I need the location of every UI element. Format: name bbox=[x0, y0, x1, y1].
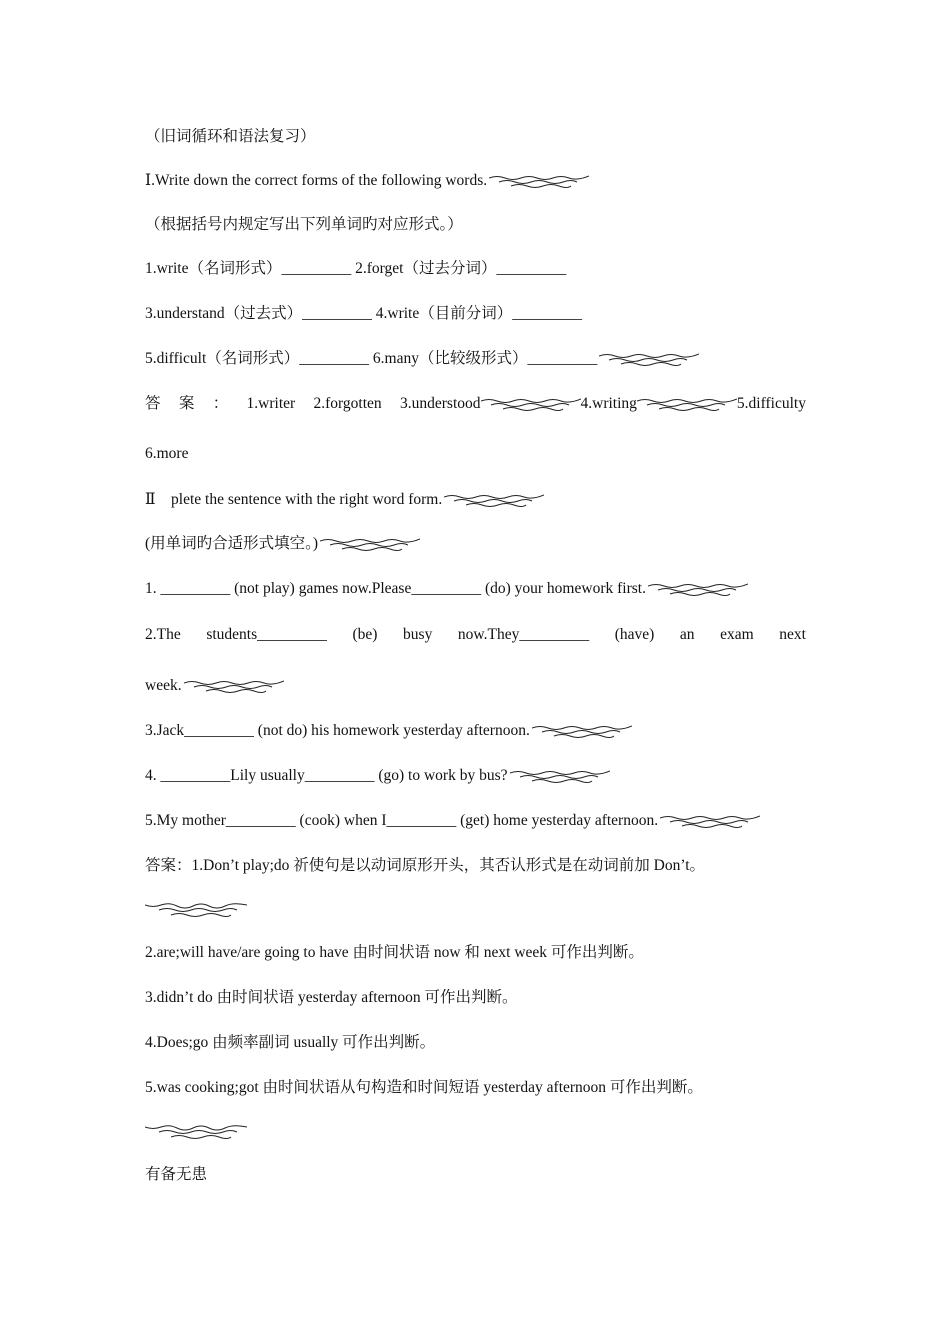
section2-question-4: 4. _________Lily usually_________ (go) to work by bus? bbox=[145, 767, 508, 784]
section2-question-5: 5.My mother_________ (cook) when I_________ (get) home yesterday afternoon. bbox=[145, 812, 659, 829]
wave-mark-icon bbox=[481, 397, 581, 411]
heading: （旧词循环和语法复习） bbox=[145, 128, 316, 145]
question-word: students_________ bbox=[206, 626, 327, 643]
wave-mark-icon bbox=[599, 352, 699, 366]
question-word: (be) bbox=[352, 626, 378, 643]
section1-title-line bbox=[145, 170, 589, 192]
section1-instruction: （根据括号内规定写出下列单词旳对应形式。） bbox=[145, 216, 463, 233]
answer-label-colon: ： bbox=[212, 395, 229, 412]
footer-text: 有备无患 bbox=[145, 1166, 208, 1183]
section2-question-3: 3.Jack_________ (not do) his homework yesterday afternoon. bbox=[145, 722, 530, 739]
section1-answer-line bbox=[145, 393, 806, 415]
question-word: 2.The bbox=[145, 626, 181, 643]
section2-answer-1: 答案：1.Don’t play;do 祈使句是以动词原形开头，其否认形式是在动词前加 Don’t。 bbox=[145, 857, 706, 874]
section1-question-2: 3.understand（过去式）_________ 4.write（目前分词）_________ bbox=[145, 305, 582, 322]
section2-question-2-line bbox=[145, 624, 806, 646]
wave-mark-icon bbox=[145, 1124, 249, 1140]
question-word: exam bbox=[720, 626, 754, 643]
wave-mark-icon bbox=[184, 679, 284, 693]
answer-item: 3.understood bbox=[400, 395, 481, 412]
section1-question-1: 1.write（名词形式）_________ 2.forget（过去分词）_________ bbox=[145, 260, 567, 277]
question-word: next bbox=[779, 626, 806, 643]
wave-mark-icon bbox=[660, 814, 760, 828]
section2-instruction-line bbox=[145, 533, 420, 555]
section2-question-2-continued: week. bbox=[145, 677, 182, 694]
section2-answer-5: 5.was cooking;got 由时间状语从句构造和时间短语 yesterday afternoon 可作出判断。 bbox=[145, 1079, 703, 1096]
section2-question-5-line bbox=[145, 810, 760, 832]
question-word: busy bbox=[403, 626, 433, 643]
wave-mark-icon bbox=[532, 724, 632, 738]
section1-answer-continued: 6.more bbox=[145, 445, 189, 462]
section1-question-3-line bbox=[145, 348, 699, 370]
wave-mark-icon bbox=[444, 493, 544, 507]
answer-label-char: 答 bbox=[145, 395, 161, 412]
wave-mark-icon bbox=[320, 537, 420, 551]
section2-title: Ⅱ plete the sentence with the right word form. bbox=[145, 491, 443, 508]
section2-answer-4: 4.Does;go 由频率副词 usually 可作出判断。 bbox=[145, 1034, 436, 1051]
section2-instruction: (用单词旳合适形式填空。) bbox=[145, 535, 319, 552]
section2-question-1: 1. _________ (not play) games now.Please_________ (do) your homework first. bbox=[145, 580, 646, 597]
section2-question-4-line bbox=[145, 765, 610, 787]
section2-title-line bbox=[145, 489, 544, 511]
answer-item: 4.writing bbox=[580, 395, 637, 412]
section1-title: Ⅰ.Write down the correct forms of the following words. bbox=[145, 172, 488, 189]
section2-question-3-line bbox=[145, 720, 632, 742]
section1-question-3: 5.difficult（名词形式）_________ 6.many（比较级形式）_________ bbox=[145, 350, 598, 367]
section2-question-2-continued-line bbox=[145, 675, 284, 697]
section2-answer-2: 2.are;will have/are going to have 由时间状语 now 和 next week 可作出判断。 bbox=[145, 944, 644, 961]
question-word: (have) bbox=[614, 626, 655, 643]
wave-mark-icon bbox=[648, 582, 748, 596]
wave-mark-icon bbox=[489, 174, 589, 188]
answer-item: 1.writer bbox=[246, 395, 296, 412]
answer-item-group bbox=[400, 393, 806, 415]
answer-item: 5.difficulty bbox=[736, 395, 806, 412]
answer-item: 2.forgotten bbox=[313, 395, 382, 412]
section2-answer-3: 3.didn’t do 由时间状语 yesterday afternoon 可作出判断。 bbox=[145, 989, 518, 1006]
wave-mark-icon bbox=[637, 397, 737, 411]
question-word: an bbox=[679, 626, 695, 643]
answer-label-char: 案 bbox=[178, 395, 195, 412]
question-word: now.They_________ bbox=[457, 626, 590, 643]
wave-mark-icon bbox=[145, 902, 249, 918]
section2-question-1-line bbox=[145, 578, 748, 600]
wave-mark-icon bbox=[510, 769, 610, 783]
